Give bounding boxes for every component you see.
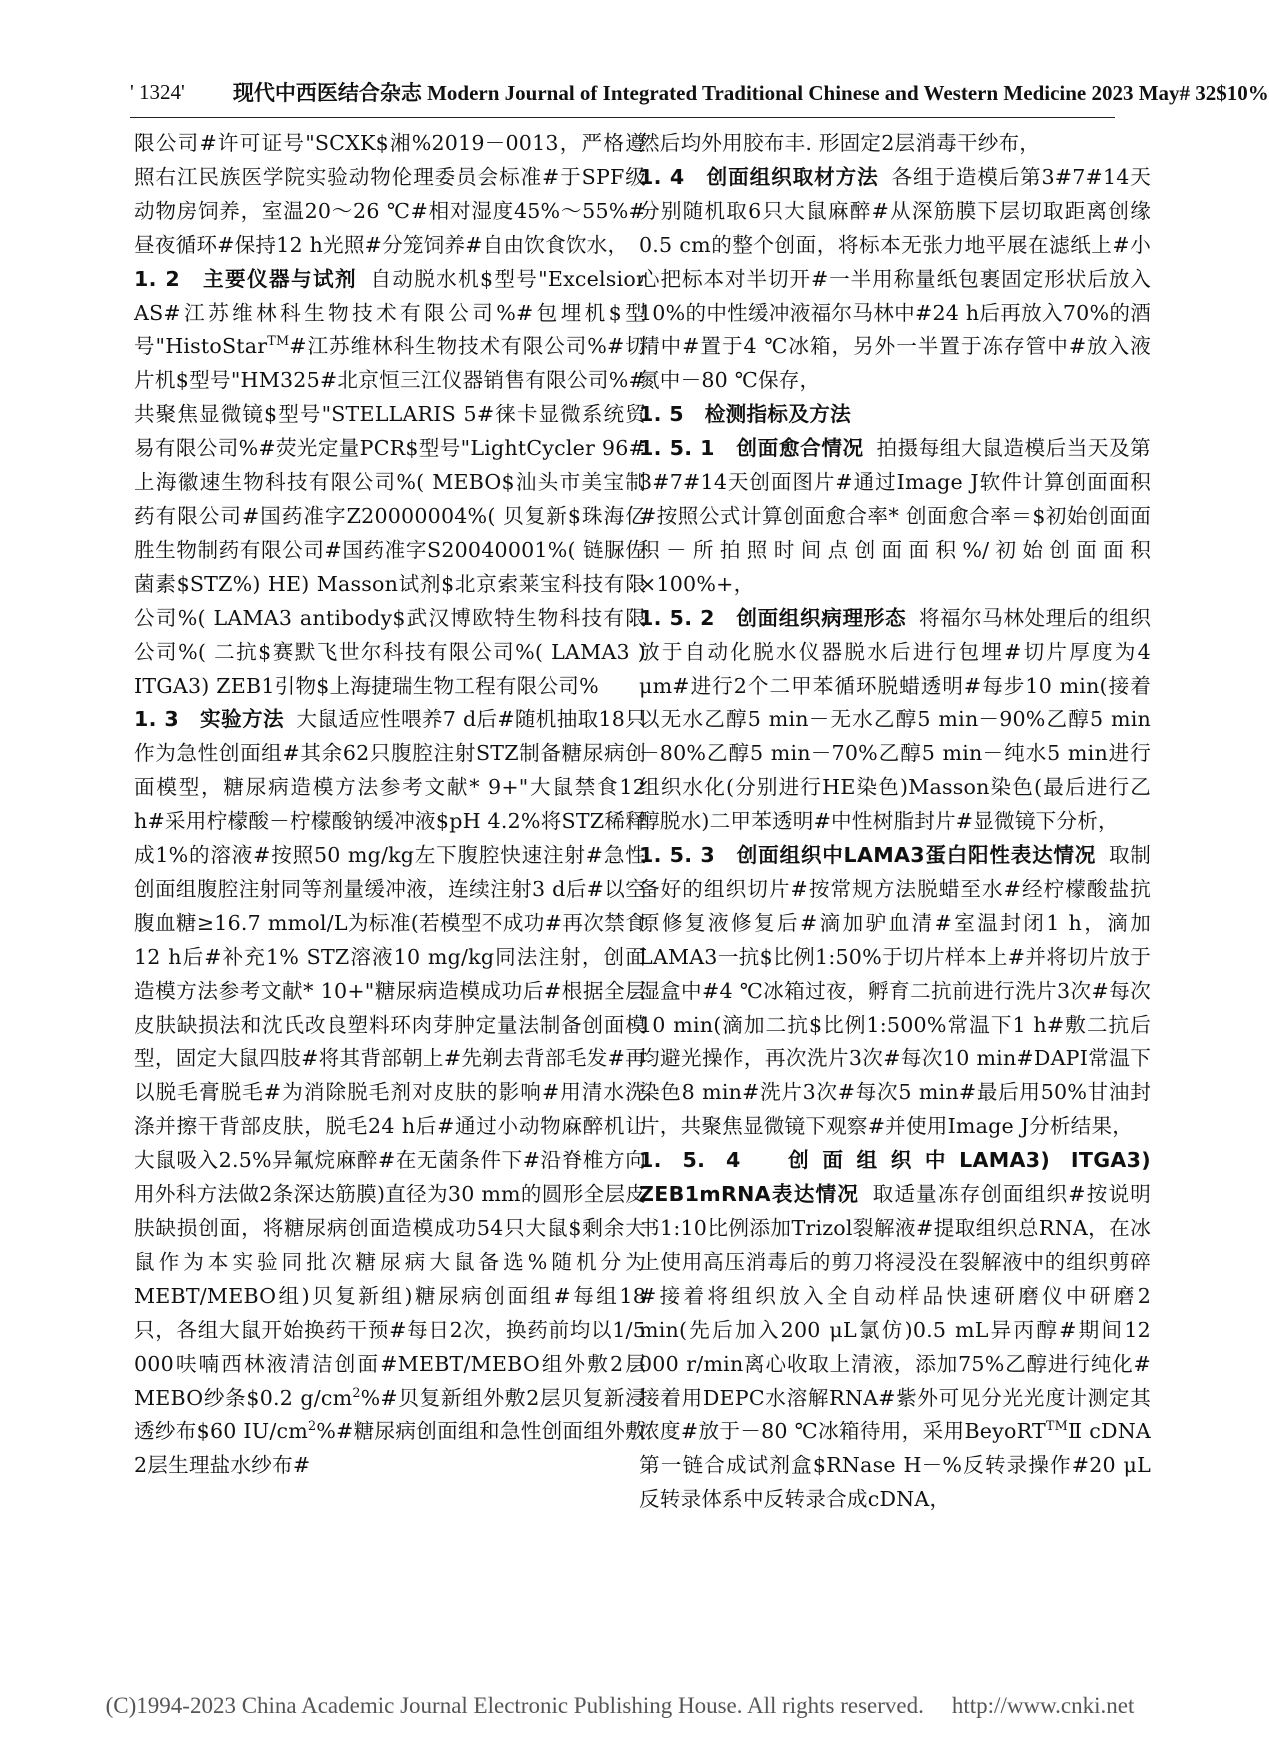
section-1-5-2: 1. 5. 2 创面组织病理形态 将福尔马林处理后的组织放于自动化脱水仪器脱水后进行包埋#切片厚度为4 μm#进行2个二甲苯循环脱蜡透明#每步10 min(接着以无水乙醇5 min－无水乙醇5 min－90%乙醇5 min－80%乙醇5 min－70%乙醇5 min－纯水5 min进行组织水化(分别进行HE染色)Masson染色(最后进行乙醇脱水)二甲苯透明#中性树脂封片#显微镜下分析， (639, 605, 1151, 834)
section-heading: 1. 2 主要仪器与试剂 (134, 266, 358, 291)
copyright-footer (40, 1686, 1200, 1726)
section-heading: 1. 4 创面组织取材方法 (639, 164, 879, 189)
paragraph-animals-housing: 限公司#许可证号"SCXK$湘%2019－0013，严格遵照右江民族医学院实验动物伦理委员会标准#于SPF级动物房饲养，室温20～26 ℃#相对湿度45%～55%#昼夜循环#保持12 h光照#分笼饲养#自由饮食饮水， (134, 131, 646, 257)
section-1-3: 1. 3 实验方法 大鼠适应性喂养7 d后#随机抽取18只作为急性创面组#其余62只腹腔注射STZ制备糖尿病创面模型，糖尿病造模方法参考文献* 9+"大鼠禁食12 h#采用柠檬酸－柠檬酸钠缓冲液$pH 4.2%将STZ稀释成1%的溶液#按照50 mg/kg左下腹腔快速注射#急性创面组腹腔注射同等剂量缓冲液，连续注射3 d后#以空腹血糖≥16.7 mmol/L为标准(若模型不成功#再次禁食12 h后#补充1% STZ溶液10 mg/kg同法注射，创面造模方法参考文献* 10+"糖尿病造模成功后#根据全层皮肤缺损法和沈氏改良塑料环肉芽肿定量法制备创面模型，固定大鼠四肢#将其背部朝上#先剃去背部毛发#再以脱毛膏脱毛#为消除脱毛剂对皮肤的影响#用清水洗涤并擦干背部皮肤，脱毛24 h后#通过小动物麻醉机让大鼠吸入2.5%异氟烷麻醉#在无菌条件下#沿脊椎方向用外科方法做2条深达筋膜)直径为30 mm的圆形全层皮肤缺损创面，将糖尿病创面造模成功54只大鼠$剩余大鼠作为本实验同批次糖尿病大鼠备选%随机分为MEBT/MEBO组)贝复新组)糖尿病创面组#每组18只，各组大鼠开始换药干预#每日2次，换药前均以1/5 000呋喃西林液清洁创面#MEBT/MEBO组外敷2层MEBO纱条$0.2 $g/cm^2\%\#$贝复新组外敷2层贝复新浸透纱布$60 $IU/cm^2\%\#$糖尿病创面组和急性创面组外敷2层生理盐水纱布# (134, 707, 647, 1478)
header-rule (130, 117, 1115, 118)
right-column (639, 127, 1151, 1647)
cnki-url[interactable]: http://www.cnki.net (951, 1693, 1135, 1718)
journal-title: 现代中西医结合杂志 Modern Journal of Integrated Traditional Chinese and Western Medicine 2023 May# 32$10% (232, 81, 1269, 105)
copyright-notice: (C)1994-2023 China Academic Journal Electronic Publishing House. All rights reserved. (105, 1693, 924, 1718)
left-column (134, 127, 646, 1647)
section-1-5-1: 1. 5. 1 创面愈合情况 拍摄每组大鼠造模后当天及第3#7#14天创面图片#通过Image J软件计算创面面积#按照公式计算创面愈合率* 创面愈合率＝$初始创面面积－所拍照时间点创面面积%/初始创面面积×100%+， (639, 436, 1151, 596)
section-1-5-4: 1. 5. 4 创面组织中LAMA3) ITGA3) ZEB1mRNA表达情况 取适量冻存创面组织#按说明书1:10比例添加Trizol裂解液#提取组织总RNA，在冰上使用高压消毒后的剪刀将浸没在裂解液中的组织剪碎#接着将组织放入全自动样品快速研磨仪中研磨2 min(先后加入200 μL氯仿)0.5 mL异丙醇#期间12 000 r/min离心收取上清液，添加75%乙醇进行纯化#接着用DEPC水溶解RNA#紫外可见分光光度计测定其浓度#放于－80 ℃冰箱待用，采用BeyoRT™Ⅱ cDNA第一链合成试剂盒$RNase H－%反转录操作#20 μL反转录体系中反转录合成cDNA， (639, 1148, 1151, 1512)
page-number: ' 1324' (130, 79, 185, 104)
section-heading: 1. 5. 2 创面组织病理形态 (639, 605, 907, 630)
section-1-5 (639, 398, 1151, 432)
section-1-4: 1. 4 创面组织取材方法 各组于造模后第3#7#14天分别随机取6只大鼠麻醉#从深筋膜下层切取距离创缘0.5 cm的整个创面，将标本无张力地平展在滤纸上#小心把标本对半切开#一半用称量纸包裹固定形状后放入10%的中性缓冲液福尔马林中#24 h后再放入70%的酒精中#置于4 ℃冰箱，另外一半置于冻存管中#放入液氮中－80 ℃保存， (639, 164, 1151, 393)
section-heading: 1. 3 实验方法 (134, 707, 285, 732)
section-heading: 1. 5. 3 创面组织中LAMA3蛋白阳性表达情况 (639, 843, 1097, 868)
section-heading: 1. 5 检测指标及方法 (639, 402, 852, 427)
section-heading: 1. 5. 4 创面组织中LAMA3) ITGA3) ZEB1mRNA表达情况 (639, 1148, 1151, 1207)
section-1-2: 1. 2 主要仪器与试剂 自动脱水机$型号"Excelsior AS#江苏维林科生物技术有限公司%#包埋机$型号"HistoStar™#江苏维林科生物技术有限公司%#切片机$型号"HM325#北京恒三江仪器销售有限公司%#共聚焦显微镜$型号"STELLARIS 5#徕卡显微系统贸易有限公司%#荧光定量PCR$型号"LightCycler 96#上海徽速生物科技有限公司%( MEBO$汕头市美宝制药有限公司#国药准字Z20000004%( 贝复新$珠海亿胜生物制药有限公司#国药准字S20040001%( 链脲佐菌素$STZ%) HE) Masson试剂$北京索莱宝科技有限公司%( LAMA3 antibody$武汉博欧特生物科技有限公司%( 二抗$赛默飞世尔科技有限公司%( LAMA3 ) ITGA3) ZEB1引物$上海捷瑞生物工程有限公司% (134, 266, 646, 698)
section-1-5-3: 1. 5. 3 创面组织中LAMA3蛋白阳性表达情况 取制备好的组织切片#按常规方法脱蜡至水#经柠檬酸盐抗原修复液修复后#滴加驴血清#室温封闭1 h，滴加LAMA3一抗$比例1:50%于切片样本上#并将切片放于湿盒中#4 ℃冰箱过夜，孵育二抗前进行洗片3次#每次10 min(滴加二抗$比例1:500%常温下1 h#敷二抗后均避光操作，再次洗片3次#每次10 min#DAPI常温下染色8 min#洗片3次#每次5 min#最后用50%甘油封片，共聚焦显微镜下观察#并使用Image J分析结果， (639, 843, 1152, 1139)
running-header (130, 70, 1269, 114)
section-heading: 1. 5. 1 创面愈合情况 (639, 436, 864, 461)
paragraph-dressing: 然后均外用胶布丰. 形固定2层消毒干纱布， (639, 131, 1041, 155)
